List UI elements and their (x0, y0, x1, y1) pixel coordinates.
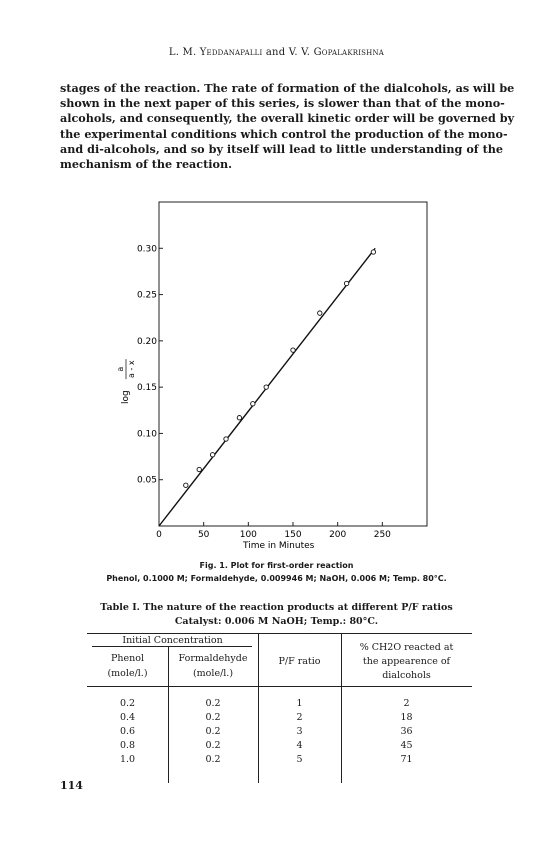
paragraph-line: the experimental conditions which control the production of the mono- (60, 126, 508, 141)
col-ch2o-2: the appearence of (362, 656, 451, 667)
paragraph-line: shown in the next paper of this series, is slower than that of the mono- (60, 96, 505, 111)
plot-frame (159, 202, 427, 526)
data-point (184, 483, 188, 487)
figure-caption: Fig. 1. Plot for first-order reaction (199, 561, 354, 570)
y-tick-label: 0.10 (136, 429, 157, 440)
group-header: Initial Concentration (122, 635, 223, 646)
table-top-rule (87, 633, 472, 634)
y-tick-label: 0.05 (136, 475, 157, 486)
table-cell: 0.2 (205, 740, 221, 751)
table-cell: 0.4 (119, 712, 136, 723)
col-phenol-1: Phenol (110, 653, 144, 664)
y-tick-label: 0.15 (136, 383, 157, 394)
y-tick-label: 0.30 (136, 244, 157, 255)
header-initials2: V. V. (288, 47, 311, 58)
table-cell: 0.6 (119, 726, 136, 737)
x-tick-label: 50 (197, 530, 210, 540)
col-pf: P/F ratio (278, 656, 321, 667)
data-point (210, 453, 214, 457)
table-cell: 18 (400, 712, 413, 723)
table-cell: 36 (400, 726, 413, 737)
table-cell: 2 (296, 712, 303, 723)
data-point (318, 311, 322, 315)
first-order-plot (100, 195, 430, 560)
table-cell: 2 (403, 698, 410, 709)
y-label-numerator: a (116, 366, 125, 372)
table-cell: 3 (296, 726, 303, 737)
table-cell: 0.2 (119, 698, 136, 709)
header-and: and (265, 47, 286, 58)
x-tick-label: 200 (329, 530, 347, 540)
data-point (251, 402, 255, 406)
y-tick-label: 0.25 (136, 290, 157, 301)
table-catalyst: Catalyst: 0.006 M NaOH; Temp.: 80°C. (174, 616, 379, 627)
x-axis-label: Time in Minutes (242, 541, 315, 551)
col-phenol-2: (mole/l.) (107, 668, 148, 679)
page-number: 114 (60, 779, 83, 792)
y-tick-label: 0.20 (136, 336, 157, 347)
table-cell: 0.2 (205, 726, 221, 737)
y-label-log: log (121, 390, 131, 405)
figure-conditions: Phenol, 0.1000 M; Formaldehyde, 0.009946 M; NaOH, 0.006 M; Temp. 80°C. (106, 574, 447, 583)
table-cell: 1.0 (119, 754, 136, 765)
header-initials: L. M. (168, 47, 197, 58)
data-point (291, 348, 295, 352)
table-cell: 5 (296, 754, 303, 765)
col-form-1: Formaldehyde (178, 653, 248, 664)
table-cell: 71 (400, 754, 413, 765)
data-point (371, 250, 375, 254)
header-rule (87, 686, 472, 687)
table-cell: 0.8 (119, 740, 136, 751)
body-paragraph (60, 81, 515, 172)
table-cell: 4 (296, 740, 303, 751)
header-author1: Yeddanapalli (199, 47, 263, 58)
data-point (224, 437, 228, 441)
table-cell: 0.2 (205, 712, 221, 723)
paragraph-line: and di-alcohols, and so by itself will lead to little understanding of the (60, 141, 503, 156)
table-cell: 0.2 (205, 698, 221, 709)
data-point (344, 281, 348, 285)
data-point (237, 415, 241, 419)
paragraph-line: alcohols, and consequently, the overall kinetic order will be governed by (60, 111, 515, 126)
data-point (197, 467, 201, 471)
col-ch2o-1: % CH2O reacted at (359, 642, 454, 653)
running-header (0, 47, 553, 58)
x-tick-label: 0 (156, 530, 162, 540)
header-author2: Gopalakrishna (313, 47, 385, 58)
paragraph-line: mechanism of the reaction. (60, 157, 233, 172)
table-caption: Table I. The nature of the reaction products at different P/F ratios (100, 602, 453, 613)
col-form-2: (mole/l.) (192, 668, 234, 679)
table-cell: 0.2 (205, 754, 221, 765)
table-cell: 1 (296, 698, 303, 709)
y-axis-label (116, 359, 136, 404)
x-tick-label: 150 (284, 530, 302, 540)
x-tick-label: 250 (373, 530, 391, 540)
y-label-denominator: a - x (127, 360, 136, 378)
col-ch2o-3: dialcohols (382, 670, 431, 681)
paragraph-line: stages of the reaction. The rate of formation of the dialcohols, as will be (60, 81, 515, 95)
data-point (264, 385, 268, 389)
table-cell: 45 (400, 740, 413, 751)
x-tick-label: 100 (239, 530, 257, 540)
